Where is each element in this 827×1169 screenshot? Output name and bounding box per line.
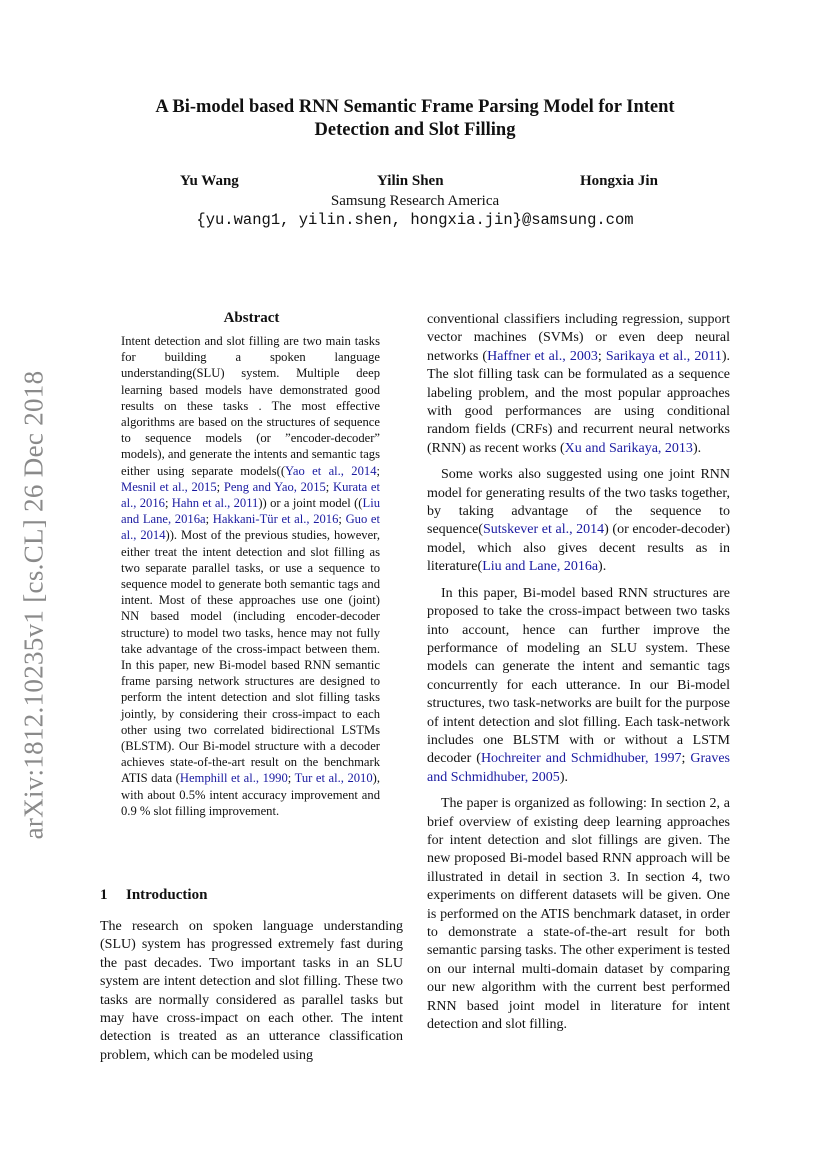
paragraph bbox=[427, 585, 730, 787]
abstract-text: )). Most of the previous studies, however, either treat the intent detection and slot filling as two separate parallel tasks, or use a sequence to sequence model to generate both semantic tags and intent. Most of these approaches use one (joint) NN based model (including encoder-decoder structure) to model two tasks, hence may not fully take advantage of the cross-impact between them. In this paper, new Bi-model based RNN semantic frame parsing network structures are designed to perform the intent detection and slot filling tasks jointly, by considering their cross-impact to each other using two correlated bidirectional LSTMs (BLSTM). Our Bi-model structure with a decoder achieves state-of-the-art result on the benchmark ATIS data ( bbox=[121, 528, 381, 786]
citation-link[interactable]: Hahn et al., 2011 bbox=[171, 496, 259, 511]
abstract-text: ), with about 0.5% intent accuracy improvement and 0.9 % slot filling improvement. bbox=[121, 771, 380, 818]
arxiv-id: arXiv:1812.10235v1 [cs.CL] 26 Dec 2018 bbox=[18, 370, 49, 840]
citation-link[interactable]: Hemphill et al., 1990 bbox=[179, 771, 288, 786]
citation-link[interactable]: Liu and Lane, 2016a bbox=[482, 559, 599, 575]
paragraph-text: ) (or encoder-decoder) model, which also gives decent results as in literature( bbox=[427, 522, 730, 575]
paragraph-text: conventional classifiers including regression, support vector machines (SVMs) or even deep neural networks ( bbox=[427, 312, 730, 364]
affiliation: Samsung Research America bbox=[330, 193, 500, 209]
citation-link[interactable]: Hochreiter and Schmidhuber, 1997 bbox=[480, 751, 682, 767]
citation-link[interactable]: Liu and Lane, 2016a bbox=[121, 496, 381, 527]
citation-link[interactable]: Peng and Yao, 2015 bbox=[223, 479, 326, 494]
paragraph-text: Some works also suggested using one joint RNN model for generating results of the two tasks together, by taking advantage of the sequence to sequence( bbox=[427, 467, 730, 538]
arxiv-stamp bbox=[14, 360, 54, 850]
section-number: 1 bbox=[100, 887, 108, 903]
paragraph bbox=[427, 466, 730, 576]
citation-separator: ; bbox=[376, 463, 380, 478]
author-1: Yu Wang bbox=[180, 173, 239, 189]
citation-separator: ; bbox=[216, 479, 224, 494]
paper-title bbox=[100, 96, 730, 142]
citation-link[interactable]: Sarikaya et al., 2011 bbox=[605, 348, 722, 364]
section-heading bbox=[100, 887, 207, 904]
paragraph bbox=[427, 311, 730, 458]
paragraph-text: ). bbox=[598, 559, 607, 575]
paragraph-text: In this paper, Bi-model based RNN structures are proposed to take the cross-impact between two tasks into account, hence can further improve the performance of modeling an SLU system. These models can generate the intent and semantic tags concurrently for each utterance. In our Bi-model structures, two task-networks are built for the purpose of intent detection and slot filling. Each task-network includes one BLSTM with or without a LSTM decoder ( bbox=[427, 585, 730, 767]
citation-link[interactable]: Graves and Schmidhuber, 2005 bbox=[427, 751, 731, 785]
abstract-text: Intent detection and slot filling are two main tasks for building a spoken language understanding(SLU) system. Multiple deep learning based models have demonstrated good results on these tasks . The most effective algorithms are based on the structures of sequence to sequence models (or ”encoder-decoder” models), and generate the intents and semantic tags either using separate models(( bbox=[121, 334, 380, 478]
section-title: Introduction bbox=[126, 887, 208, 903]
citation-link[interactable]: Sutskever et al., 2014 bbox=[482, 522, 605, 538]
citation-link[interactable]: Hakkani-Tür et al., 2016 bbox=[212, 512, 339, 527]
citation-separator: ; bbox=[338, 512, 346, 527]
citation-link[interactable]: Tur et al., 2010 bbox=[294, 771, 373, 786]
citation-link[interactable]: Yao et al., 2014 bbox=[285, 463, 377, 478]
citation-link[interactable]: Kurata et al., 2016 bbox=[121, 479, 380, 511]
author-2: Yilin Shen bbox=[377, 173, 444, 189]
abstract-heading: Abstract bbox=[223, 310, 280, 326]
citation-separator: ; bbox=[597, 348, 606, 364]
citation-separator: ; bbox=[681, 751, 691, 767]
citation-separator: ; bbox=[325, 479, 333, 494]
citation-link[interactable]: Haffner et al., 2003 bbox=[487, 348, 598, 364]
paragraph-text: ). bbox=[692, 440, 702, 456]
title-line-1: A Bi-model based RNN Semantic Frame Parsing Model for Intent bbox=[155, 97, 675, 117]
title-line-2: Detection and Slot Filling bbox=[314, 120, 516, 140]
right-column bbox=[427, 311, 730, 1042]
author-emails: {yu.wang1, yilin.shen, hongxia.jin}@samsung.com bbox=[196, 211, 634, 229]
paragraph: The paper is organized as following: In section 2, a brief overview of existing deep learning approaches for intent detection and slot fillings are given. The new proposed Bi-model based RNN approach will be illustrated in detail in section 3. In section 4, two experiments on different datasets will be given. One is performed on the ATIS benchmark dataset, in order to demonstrate a state-of-the-art result for both semantic parsing tasks. The other experiment is tested on our internal multi-domain dataset by comparing our new algorithm with the current best performed RNN based joint model in literature for intent detection and slot filling. bbox=[427, 796, 730, 1033]
citation-link[interactable]: Xu and Sarikaya, 2013 bbox=[564, 440, 693, 456]
author-3: Hongxia Jin bbox=[580, 173, 658, 189]
paragraph-text: ). The slot filling task can be formulated as a sequence labeling problem, and the most popular approaches with good performances are using conditional random fields (CRFs) and recurrent neural networks (RNN) as recent works ( bbox=[427, 348, 731, 456]
paragraph-text: ). bbox=[559, 769, 568, 785]
abstract-body bbox=[121, 333, 380, 819]
citation-link[interactable]: Mesnil et al., 2015 bbox=[121, 479, 217, 494]
citation-separator: ; bbox=[205, 512, 213, 527]
citation-separator: ; bbox=[164, 496, 172, 511]
abstract-text: )) or a joint model (( bbox=[258, 496, 363, 511]
citation-link[interactable]: Guo et al., 2014 bbox=[121, 512, 380, 543]
intro-paragraph: The research on spoken language understanding (SLU) system has progressed extremely fast during the past decades. Two important tasks in an SLU system are intent detection and slot filling. These two tasks are normally considered as parallel tasks but may have cross-impact on each other. The intent detection is treated as an utterance classification problem, which can be modeled using bbox=[100, 919, 403, 1063]
citation-separator: ; bbox=[287, 771, 295, 786]
